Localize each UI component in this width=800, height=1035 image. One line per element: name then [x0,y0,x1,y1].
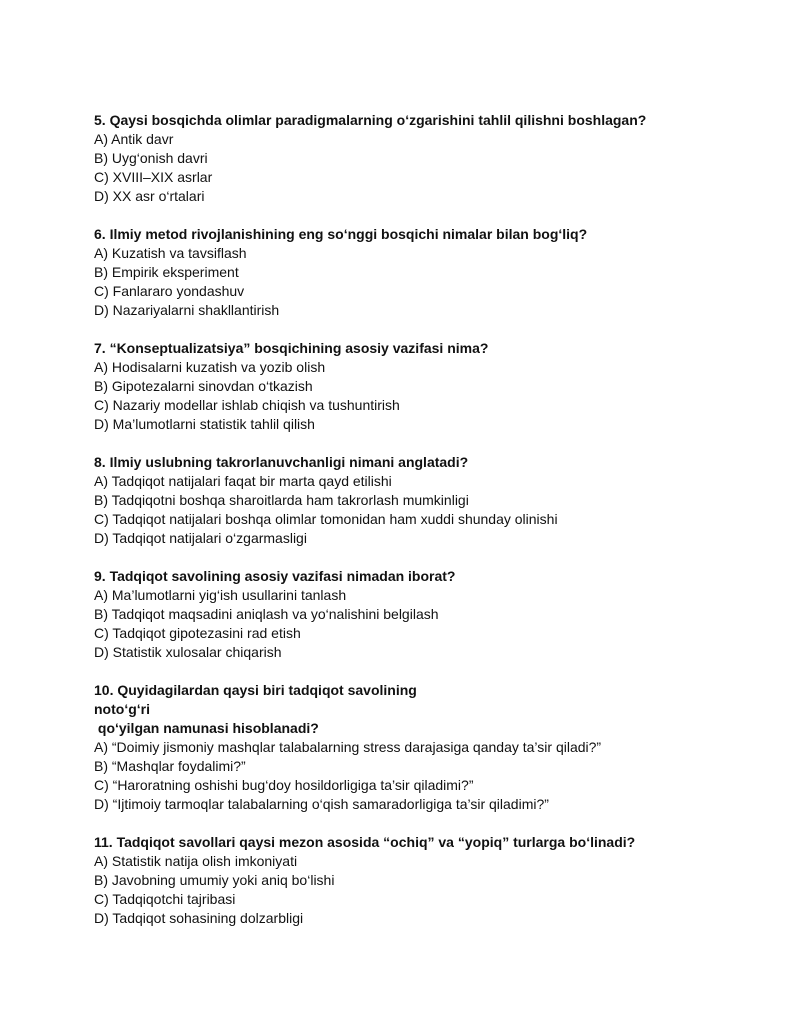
answer-option: A) Tadqiqot natijalari faqat bir marta qayd etilishi [94,473,392,489]
question-title [94,339,784,358]
answer-option: A) Statistik natija olish imkoniyati [94,853,298,869]
answer-option: B) Empirik eksperiment [94,264,239,280]
question-title-line: 11. Tadqiqot savollari qaysi mezon asosida “ochiq” va “yopiq” turlarga bo‘linadi? [94,834,636,850]
answer-option: D) Tadqiqot natijalari o‘zgarmasligi [94,530,307,546]
answer-option: B) Javobning umumiy yoki aniq bo‘lishi [94,872,335,888]
answer-option: B) Tadqiqotni boshqa sharoitlarda ham takrorlash mumkinligi [94,492,469,508]
answer-option: D) Tadqiqot sohasining dolzarbligi [94,910,304,926]
question-title [94,225,784,244]
answer-option: C) Tadqiqot natijalari boshqa olimlar tomonidan ham xuddi shunday olinishi [94,511,558,527]
question-block [94,339,784,434]
question-title-line: 10. Quyidagilardan qaysi biri tadqiqot savolining [94,682,417,698]
answer-option: A) “Doimiy jismoniy mashqlar talabalarning stress darajasiga qanday ta’sir qiladi?” [94,739,602,755]
answer-option: D) “Ijtimoiy tarmoqlar talabalarning o‘qish samaradorligiga ta’sir qiladimi?” [94,796,549,812]
question-title-line: noto‘g‘ri [94,701,150,717]
question-title-line: 6. Ilmiy metod rivojlanishining eng so‘nggi bosqichi nimalar bilan bog‘liq? [94,226,588,242]
answer-option: B) “Mashqlar foydalimi?” [94,758,246,774]
question-block [94,225,784,320]
question-block [94,567,784,662]
question-block [94,681,784,814]
question-block [94,833,784,928]
document-page [94,111,784,947]
question-block [94,453,784,548]
question-title [94,453,784,472]
answer-option: C) Fanlararo yondashuv [94,283,245,299]
question-title-line: qo‘yilgan namunasi hisoblanadi? [94,720,319,736]
answer-option: D) XX asr o‘rtalari [94,188,205,204]
answer-option: D) Statistik xulosalar chiqarish [94,644,282,660]
question-title [94,567,784,586]
answer-option: B) Tadqiqot maqsadini aniqlash va yo‘nalishini belgilash [94,606,439,622]
question-title-line: 9. Tadqiqot savolining asosiy vazifasi nimadan iborat? [94,568,456,584]
answer-option: C) XVIII–XIX asrlar [94,169,213,185]
question-block [94,111,784,206]
question-title-line: 8. Ilmiy uslubning takrorlanuvchanligi nimani anglatadi? [94,454,469,470]
answer-option: C) Tadqiqot gipotezasini rad etish [94,625,301,641]
answer-option: B) Uyg‘onish davri [94,150,208,166]
question-title [94,111,784,130]
answer-option: C) “Haroratning oshishi bug‘doy hosildorligiga ta’sir qiladimi?” [94,777,474,793]
answer-option: C) Nazariy modellar ishlab chiqish va tushuntirish [94,397,400,413]
answer-option: C) Tadqiqotchi tajribasi [94,891,236,907]
answer-option: B) Gipotezalarni sinovdan o‘tkazish [94,378,313,394]
question-title-line: 7. “Konseptualizatsiya” bosqichining asosiy vazifasi nima? [94,340,489,356]
answer-option: A) Antik davr [94,131,174,147]
answer-option: A) Kuzatish va tavsiflash [94,245,247,261]
question-title [94,833,784,852]
answer-option: A) Ma’lumotlarni yig‘ish usullarini tanlash [94,587,347,603]
answer-option: D) Ma’lumotlarni statistik tahlil qilish [94,416,315,432]
answer-option: A) Hodisalarni kuzatish va yozib olish [94,359,326,375]
question-title-line: 5. Qaysi bosqichda olimlar paradigmalarning o‘zgarishini tahlil qilishni boshlagan? [94,112,647,128]
answer-option: D) Nazariyalarni shakllantirish [94,302,280,318]
question-title [94,681,784,738]
